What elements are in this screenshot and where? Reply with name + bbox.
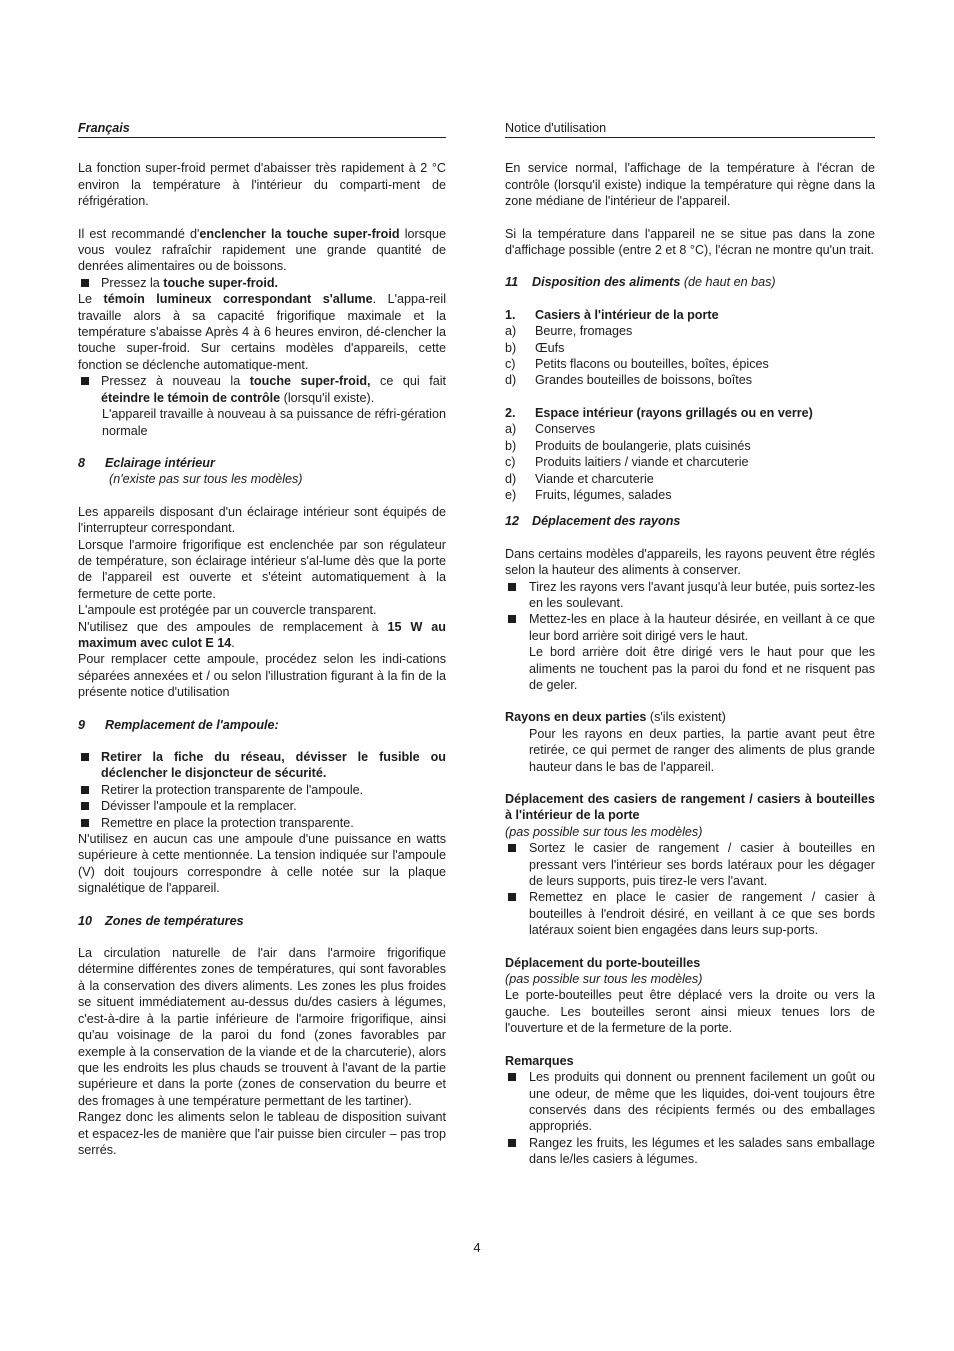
list-item	[505, 340, 875, 356]
superfroid-indicator-text: Le témoin lumineux correspondant s'allume. L'appa-reil travaille alors à sa capacité frigorifique maximale et la température s'abaisse Après 4 à 6 heures environ, dé-clencher la touche super-froid. Sur certains modèles d'appareils, cette fonction se déclenche automatique-ment.	[78, 292, 446, 372]
list-item-label: d)	[505, 373, 517, 388]
language-header: Français	[78, 120, 446, 138]
bullet-press-superfroid: Pressez la touche super-froid.	[78, 275, 446, 291]
list-item-text: Fruits, légumes, salades	[535, 487, 672, 502]
section-11-heading: 11 Disposition des aliments (de haut en bas)	[505, 275, 776, 290]
list-item-label: b)	[505, 438, 517, 453]
left-column	[78, 120, 446, 1158]
list-item-label: b)	[505, 340, 517, 355]
bullet-pull-shelves: Tirez les rayons vers l'avant jusqu'à leur butée, puis sortez-les en les soulevant.	[505, 579, 875, 612]
normal-operation-note: L'appareil travaille à nouveau à sa puissance de réfri-gération normale	[102, 407, 446, 438]
list-item-label: a)	[505, 324, 517, 339]
document-header: Notice d'utilisation	[505, 120, 875, 138]
list-item	[505, 356, 875, 372]
bottle-holder-heading: Déplacement du porte-bouteilles	[505, 955, 701, 970]
display-normal-text: En service normal, l'affichage de la température à l'écran de contrôle (lorsqu'il existe) indique la température qui règne dans la zone médiane de l'intérieur de l'appareil.	[505, 161, 875, 209]
section-8-subtitle: (n'existe pas sur tous les modèles)	[109, 472, 303, 487]
list-item-label: c)	[505, 455, 516, 470]
storage-advice: Rangez donc les aliments selon le tableau de disposition suivant et espacez-les de manière que l'air puisse bien circuler – pas trop serrés.	[78, 1110, 446, 1157]
interior-space-list	[505, 421, 875, 503]
lighting-replace-note: Pour remplacer cette ampoule, procédez selon les indi-cations séparées annexées et / ou selon l'illustration figurant à la fin de la présente notice d'utilisation	[78, 652, 446, 700]
shelves-intro: Dans certains modèles d'appareils, les rayons peuvent être réglés selon la hauteur des aliments à conserver.	[505, 546, 875, 578]
right-column	[505, 120, 875, 1168]
section-10-heading: 10 Zones de températures	[78, 913, 244, 928]
bullet-remove-cover: Retirer la protection transparente de l'ampoule.	[78, 782, 446, 798]
list-item-text: Viande et charcuterie	[535, 471, 654, 486]
section-12-heading: 12 Déplacement des rayons	[505, 514, 681, 529]
bulb-warning: N'utilisez en aucun cas une ampoule d'une puissance en watts supérieure à cette mentionnée. La tension indiquée sur l'ampoule (V) doit toujours correspondre à celle notée sur la plaque signalétique de l'appareil.	[78, 832, 446, 896]
superfroid-intro: La fonction super-froid permet d'abaisser très rapidement à 2 °C environ la température à l'intérieur du comparti-ment de réfrigération.	[78, 161, 446, 209]
bullet-odour-products: Les produits qui donnent ou prennent facilement un goût ou une odeur, de même que les liquides, doi-vent toujours être conservés dans des récipients fermés ou des emballages appropriés.	[505, 1069, 875, 1135]
interior-space-heading: 2. Espace intérieur (rayons grillagés ou en verre)	[505, 405, 813, 420]
list-item-label: a)	[505, 422, 517, 437]
display-out-of-range-text: Si la température dans l'appareil ne se situe pas dans la zone d'affichage possible (entre 2 et 8 °C), l'écran ne montre qu'un trait.	[505, 226, 875, 258]
remarks-heading: Remarques	[505, 1053, 574, 1068]
list-item-label: e)	[505, 487, 517, 502]
bullet-remove-rack: Sortez le casier de rangement / casier à bouteilles en pressant vers l'intérieur ses bords latéraux pour les dégager de leurs supports, puis tirez-le vers l'avant.	[505, 840, 875, 889]
section-8-heading: 8 Eclairage intérieur	[78, 455, 215, 470]
section-9-heading: 9 Remplacement de l'ampoule:	[78, 717, 279, 732]
temperature-zones-text: La circulation naturelle de l'air dans l'armoire frigorifique détermine différentes zones de températures, qui sont favorables à la conservation des divers aliments. Les zones les plus froides se situent immédiatement au-dessus du/des casiers à légumes, c'est-à-dire à la partie inférieure de l'armoire frigorifique, ainsi qu'au voisinage de la paroi du fond (zones favorables par exemple à la conservation de la viande et de la charcuterie), alors que les endroits les plus chauds se trouvent à l'avant de la partie supérieure et dans la porte (zones de conservation du beurre et des fromages à une température permettant de les tartiner).	[78, 946, 446, 1108]
list-item-label: c)	[505, 357, 516, 372]
door-racks-move-heading: Déplacement des casiers de rangement / casiers à bouteilles à l'intérieur de la porte	[505, 792, 875, 823]
bullet-place-shelves: Mettez-les en place à la hauteur désirée, en veillant à ce que leur bord arrière soit dirigé vers le haut.	[505, 611, 875, 644]
bullet-press-again: Pressez à nouveau la touche super-froid, ce qui fait éteindre le témoin de contrôle (lorsqu'il existe).	[78, 373, 446, 406]
door-racks-list	[505, 323, 875, 389]
bullet-unplug: Retirer la fiche du réseau, dévisser le fusible ou déclencher le disjoncteur de sécurité.	[78, 749, 446, 782]
two-part-shelves-heading: Rayons en deux parties (s'ils existent)	[505, 710, 726, 725]
list-item	[505, 438, 875, 454]
bullet-replace-bulb: Dévisser l'ampoule et la remplacer.	[78, 798, 446, 814]
bottle-holder-text: Le porte-bouteilles peut être déplacé vers la droite ou vers la gauche. Les bouteilles seront ainsi mieux tenues lors de l'ouverture et de la fermeture de la porte.	[505, 988, 875, 1036]
list-item-text: Beurre, fromages	[535, 324, 633, 339]
lighting-cover: L'ampoule est protégée par un couvercle transparent.	[78, 603, 377, 618]
list-item	[505, 471, 875, 487]
bottle-holder-subtitle: (pas possible sur tous les modèles)	[505, 972, 703, 987]
shelves-rear-edge-note: Le bord arrière doit être dirigé vers le haut pour que les aliments ne touchent pas la paroi du fond et ne risquent pas de geler.	[529, 645, 875, 692]
door-racks-heading: 1. Casiers à l'intérieur de la porte	[505, 307, 719, 322]
door-racks-move-subtitle: (pas possible sur tous les modèles)	[505, 824, 703, 839]
lighting-intro: Les appareils disposant d'un éclairage intérieur sont équipés de l'interrupteur correspondant.	[78, 504, 446, 536]
list-item	[505, 421, 875, 437]
list-item-label: d)	[505, 471, 517, 486]
page-number: 4	[473, 1240, 481, 1255]
bullet-store-vegetables: Rangez les fruits, les légumes et les salades sans emballage dans le/les casiers à légumes.	[505, 1135, 875, 1168]
list-item-text: Conserves	[535, 422, 596, 437]
list-item-text: Petits flacons ou bouteilles, boîtes, épices	[535, 357, 769, 372]
list-item	[505, 454, 875, 470]
list-item-text: Produits laitiers / viande et charcuterie	[535, 455, 749, 470]
bullet-refit-cover: Remettre en place la protection transparente.	[78, 815, 446, 831]
list-item	[505, 323, 875, 339]
bullet-refit-rack: Remettez en place le casier de rangement / casier à bouteilles à l'endroit désiré, en veillant à ce que ses bords latéraux soient bien engagées dans leurs sup-ports.	[505, 889, 875, 938]
two-part-shelves-text: Pour les rayons en deux parties, la partie avant peut être retirée, ce qui permet de ranger des aliments de plus grande hauteur dans le bas de l'appareil.	[529, 726, 875, 774]
list-item-text: Œufs	[535, 340, 565, 355]
list-item-text: Grandes bouteilles de boissons, boîtes	[535, 373, 753, 388]
lighting-bulb-spec: N'utilisez que des ampoules de remplacement à 15 W au maximum avec culot E 14.	[78, 619, 447, 650]
superfroid-recommendation: Il est recommandé d'enclencher la touche super-froid lorsque vous voulez rafraîchir rapidement une grande quantité de denrées alimentaires ou de boissons.	[78, 226, 447, 274]
list-item-text: Produits de boulangerie, plats cuisinés	[535, 438, 751, 453]
list-item	[505, 487, 875, 503]
lighting-operation: Lorsque l'armoire frigorifique est enclenchée par son régulateur de température, son éclairage intérieur s'al-lume dès que la porte de l'appareil est ouverte et s'éteint automatiquement à la fermeture de cette porte.	[78, 537, 446, 601]
list-item	[505, 372, 875, 388]
